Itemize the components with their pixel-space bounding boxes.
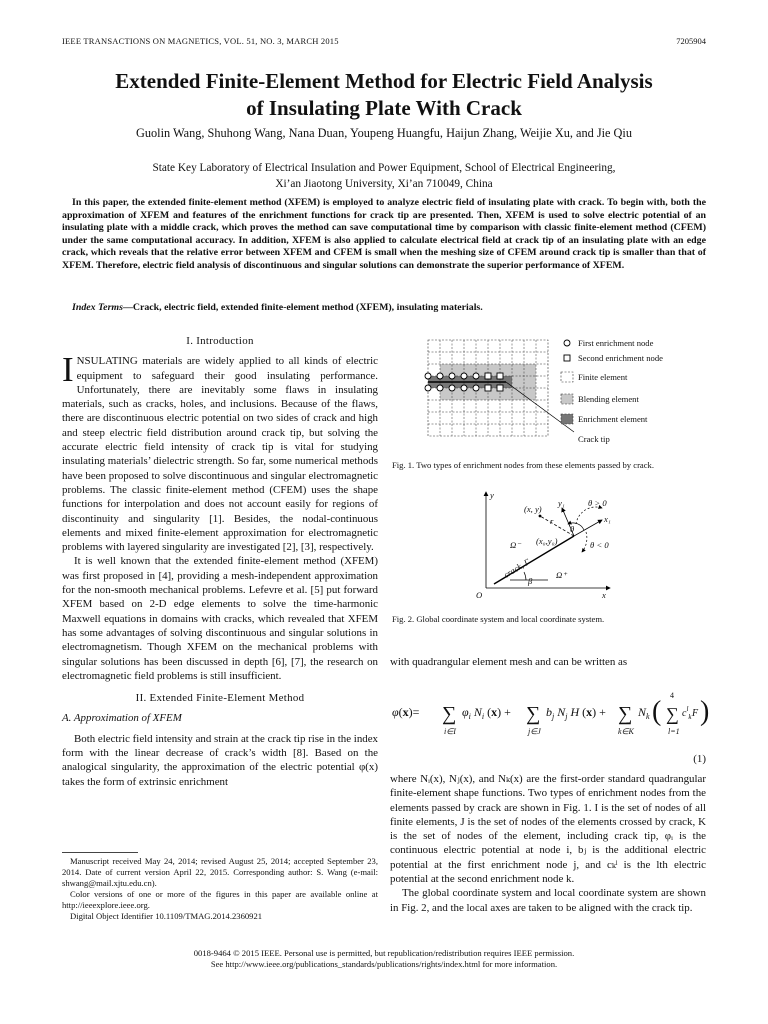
figure-1-caption: Fig. 1. Two types of enrichment nodes from these elements passed by crack. bbox=[392, 460, 654, 470]
legend-second-enrichment-node: Second enrichment node bbox=[578, 353, 663, 363]
svg-text:φ(x)=: φ(x)= bbox=[392, 705, 420, 719]
footnote-color: Color versions of one or more of the figures in this paper are available online at http://ieeexplore.ieee.org. bbox=[62, 889, 378, 910]
copyright-line-2: See http://www.ieee.org/publications_standards/publications/rights/index.html for more information. bbox=[210, 959, 558, 969]
legend-finite-element: Finite element bbox=[578, 372, 628, 382]
svg-text:4: 4 bbox=[670, 691, 674, 700]
equation-1 bbox=[392, 680, 708, 750]
theta-negative-label: θ < 0 bbox=[590, 540, 609, 550]
theta-label: θ bbox=[570, 524, 575, 534]
omega-plus-label: Ω⁺ bbox=[556, 570, 567, 580]
point-label: (x, y) bbox=[524, 504, 542, 514]
figure-2-coordinates bbox=[470, 488, 670, 600]
footnote-manuscript: Manuscript received May 24, 2014; revised August 25, 2014; accepted September 23, 2014. Date of current version April 22, 2015. Corresponding author: S. Wang (e-mail: shwang@mail.xjtu.edu.cn). bbox=[62, 856, 378, 888]
right-paragraph-2: The global coordinate system and local coordinate system are shown in Fig. 2, and the local axes are taken to be aligned with the crack tip. bbox=[390, 887, 706, 914]
crack-label: crack, Γ bbox=[501, 556, 532, 580]
svg-text:∑: ∑ bbox=[442, 703, 457, 725]
footnote-doi: Digital Object Identifier 10.1109/TMAG.2014.2360921 bbox=[70, 911, 263, 921]
svg-text:k∈K: k∈K bbox=[618, 727, 634, 736]
omega-minus-label: Ω⁻ bbox=[510, 540, 521, 550]
affiliation-line-2: Xi’an Jiaotong University, Xi’an 710049, China bbox=[275, 178, 493, 190]
legend-first-enrichment-node: First enrichment node bbox=[578, 338, 654, 348]
svg-text:∑: ∑ bbox=[666, 704, 679, 724]
figure-1-mesh bbox=[424, 336, 714, 448]
local-y-label: y₁ bbox=[558, 498, 565, 508]
intro-paragraph-1-text: NSULATING materials are widely applied to all kinds of electric equipment to safeguard their good insulating performance. Unfortunately, there are inevitably some flaws in insulating materials, such as cracks, holes, and inclusions. Because of the flaws, there are discontinuous electric potential on two sides of crack and high and steep electric field distribution around crack tip, but solving the accurate electric field intensity of crack tip is vital for studying insulating materials’ dielectric strength. So far, some numerical methods have been proposed to solve discontinuous and singular electromagnetic problems. The classic finite-element method (CFEM) uses the shape functions for interpolation and does not account easily for regions of discontinuity and singularity [1]. Besides, the nodal-continuous elements and mixed finite-element approximation for electromagnetic problems with layered singularity are investigated [2], [3], respectively. bbox=[62, 355, 378, 554]
subsection-a-heading: A. Approximation of XFEM bbox=[62, 712, 182, 725]
legend-crack-tip: Crack tip bbox=[578, 434, 610, 444]
right-column-body bbox=[390, 772, 706, 915]
affiliation-line-1: State Key Laboratory of Electrical Insulation and Power Equipment, School of Electrical Engineering, bbox=[152, 162, 616, 174]
section-2-paragraph-1: Both electric field intensity and strain at the crack tip rise in the index form with the linear decrease of crack’s width [8]. Based on the analogical singularity, the approximation of the electric potential φ(x) takes the form of extrinsic enrichment bbox=[62, 732, 378, 788]
svg-text:∑: ∑ bbox=[618, 703, 633, 725]
crack-tip-label: (x₀,y₀) bbox=[536, 536, 558, 546]
copyright-notice bbox=[62, 948, 706, 970]
index-terms-label: Index Terms bbox=[72, 302, 123, 313]
affiliation bbox=[60, 160, 708, 192]
footnote-rule bbox=[62, 852, 138, 853]
paper-title bbox=[40, 68, 728, 122]
figure-2-caption: Fig. 2. Global coordinate system and local coordinate system. bbox=[392, 614, 605, 624]
svg-text:i∈I: i∈I bbox=[444, 727, 456, 736]
author-list: Guolin Wang, Shuhong Wang, Nana Duan, Youpeng Huangfu, Haijun Zhang, Weijie Xu, and Jie Qiu bbox=[135, 126, 633, 140]
copyright-line-1: 0018-9464 © 2015 IEEE. Personal use is permitted, but republication/redistribution requires IEEE permission. bbox=[193, 948, 575, 958]
svg-text:(: ( bbox=[652, 696, 662, 727]
article-number: 7205904 bbox=[676, 36, 706, 46]
svg-text:Nk: $N_k$ bbox=[638, 705, 650, 721]
footnote bbox=[62, 856, 378, 922]
legend-enrichment-element: Enrichment element bbox=[578, 414, 648, 424]
intro-paragraph-1 bbox=[62, 350, 378, 554]
right-paragraph-1: where Nᵢ(x), Nⱼ(x), and Nₖ(x) are the first-order standard quadrangular finite-element shape functions. Two types of enrichment nodes from the elements passed by crack are shown in Fig. 1. I is the set of nodes of all finite elements, J is the set of nodes of the elements crossed by crack, K is the set of nodes of the element, including crack tip, φᵢ is the continuous electric potential at node i, bⱼ is the additional electric potential at the first enrichment node j, and cₖˡ is the lth electric potential at the second enrichment node k. bbox=[390, 773, 706, 886]
journal-header: IEEE TRANSACTIONS ON MAGNETICS, VOL. 51, NO. 3, MARCH 2015 bbox=[62, 36, 339, 46]
index-terms-dash: — bbox=[122, 302, 133, 313]
section-1-heading: I. Introduction bbox=[186, 335, 254, 347]
title-line-1: Extended Finite-Element Method for Electric Field Analysis bbox=[115, 69, 653, 93]
svg-text:clk: $c^l_k$ bbox=[682, 705, 692, 721]
index-terms-text: Crack, electric field, extended finite-element method (XFEM), insulating materials. bbox=[132, 302, 483, 313]
index-terms bbox=[62, 302, 706, 313]
svg-text:l=1: l=1 bbox=[668, 727, 680, 736]
local-x-label: x₁ bbox=[604, 514, 611, 524]
theta-positive-label: θ > 0 bbox=[588, 498, 607, 508]
radius-label: r bbox=[550, 516, 554, 526]
drop-cap: I bbox=[62, 350, 74, 390]
svg-text:j∈J: j∈J bbox=[528, 727, 541, 736]
beta-label: β bbox=[528, 576, 533, 586]
title-line-2: of Insulating Plate With Crack bbox=[246, 96, 522, 120]
left-column bbox=[62, 332, 378, 789]
section-2-heading: II. Extended Finite-Element Method bbox=[135, 692, 305, 705]
svg-text:): ) bbox=[700, 696, 710, 727]
equation-number: (1) bbox=[693, 753, 706, 765]
axis-x-label: x bbox=[602, 590, 606, 600]
svg-text:F: F bbox=[692, 708, 699, 719]
equation-intro: with quadrangular element mesh and can be written as bbox=[390, 656, 628, 668]
abstract: In this paper, the extended finite-element method (XFEM) is employed to analyze electric field of insulating plate with crack. To begin with, both the approximation of XFEM and features of the enrichment functions for crack tip are presented. Then, XFEM is used to solve electric potential of an insulating plate with a middle crack, which proves the method can save computational time by comparison with classic finite-element method (CFEM) under the same computational accuracy. In addition, XFEM is also applied to calculate electrical field at crack tip of an insulating plate with an edge crack, which reveals that the relative error between XFEM and CFEM is small when the meshing size of CFEM around crack tip is smaller than that of XFEM. Therefore, electric field analysis of discontinuous and singular solutions can demonstrate the superior performance of XFEM. bbox=[62, 197, 706, 271]
svg-text:bj Nj H (x) +: $b_j$ $N_j$ H (x) + bbox=[546, 705, 606, 721]
intro-paragraph-2: It is well known that the extended finite-element method (XFEM) was first proposed in [4], providing a mesh-independent approximation for the non-smooth mechanical problems. Lefevre et al. [5] put forward XFEM based on 2-D edge elements to solve the time-harmonic Maxwell equations in domains with cracks, which revealed that XFEM has some advantages of solving discontinuous and singular solutions in electromagnetism. Though XFEM on the mechanical problems with singular solutions has been discussed in depth [6], [7], the research on electromagnetic field problems is still insufficient. bbox=[62, 555, 378, 682]
axis-y-label: y bbox=[490, 490, 494, 500]
svg-text:φi Ni (x) +: $\varphi_i$ $N_i$ (x) + bbox=[462, 705, 511, 721]
svg-text:∑: ∑ bbox=[526, 703, 541, 725]
origin-label: O bbox=[476, 590, 483, 600]
legend-blending-element: Blending element bbox=[578, 394, 639, 404]
